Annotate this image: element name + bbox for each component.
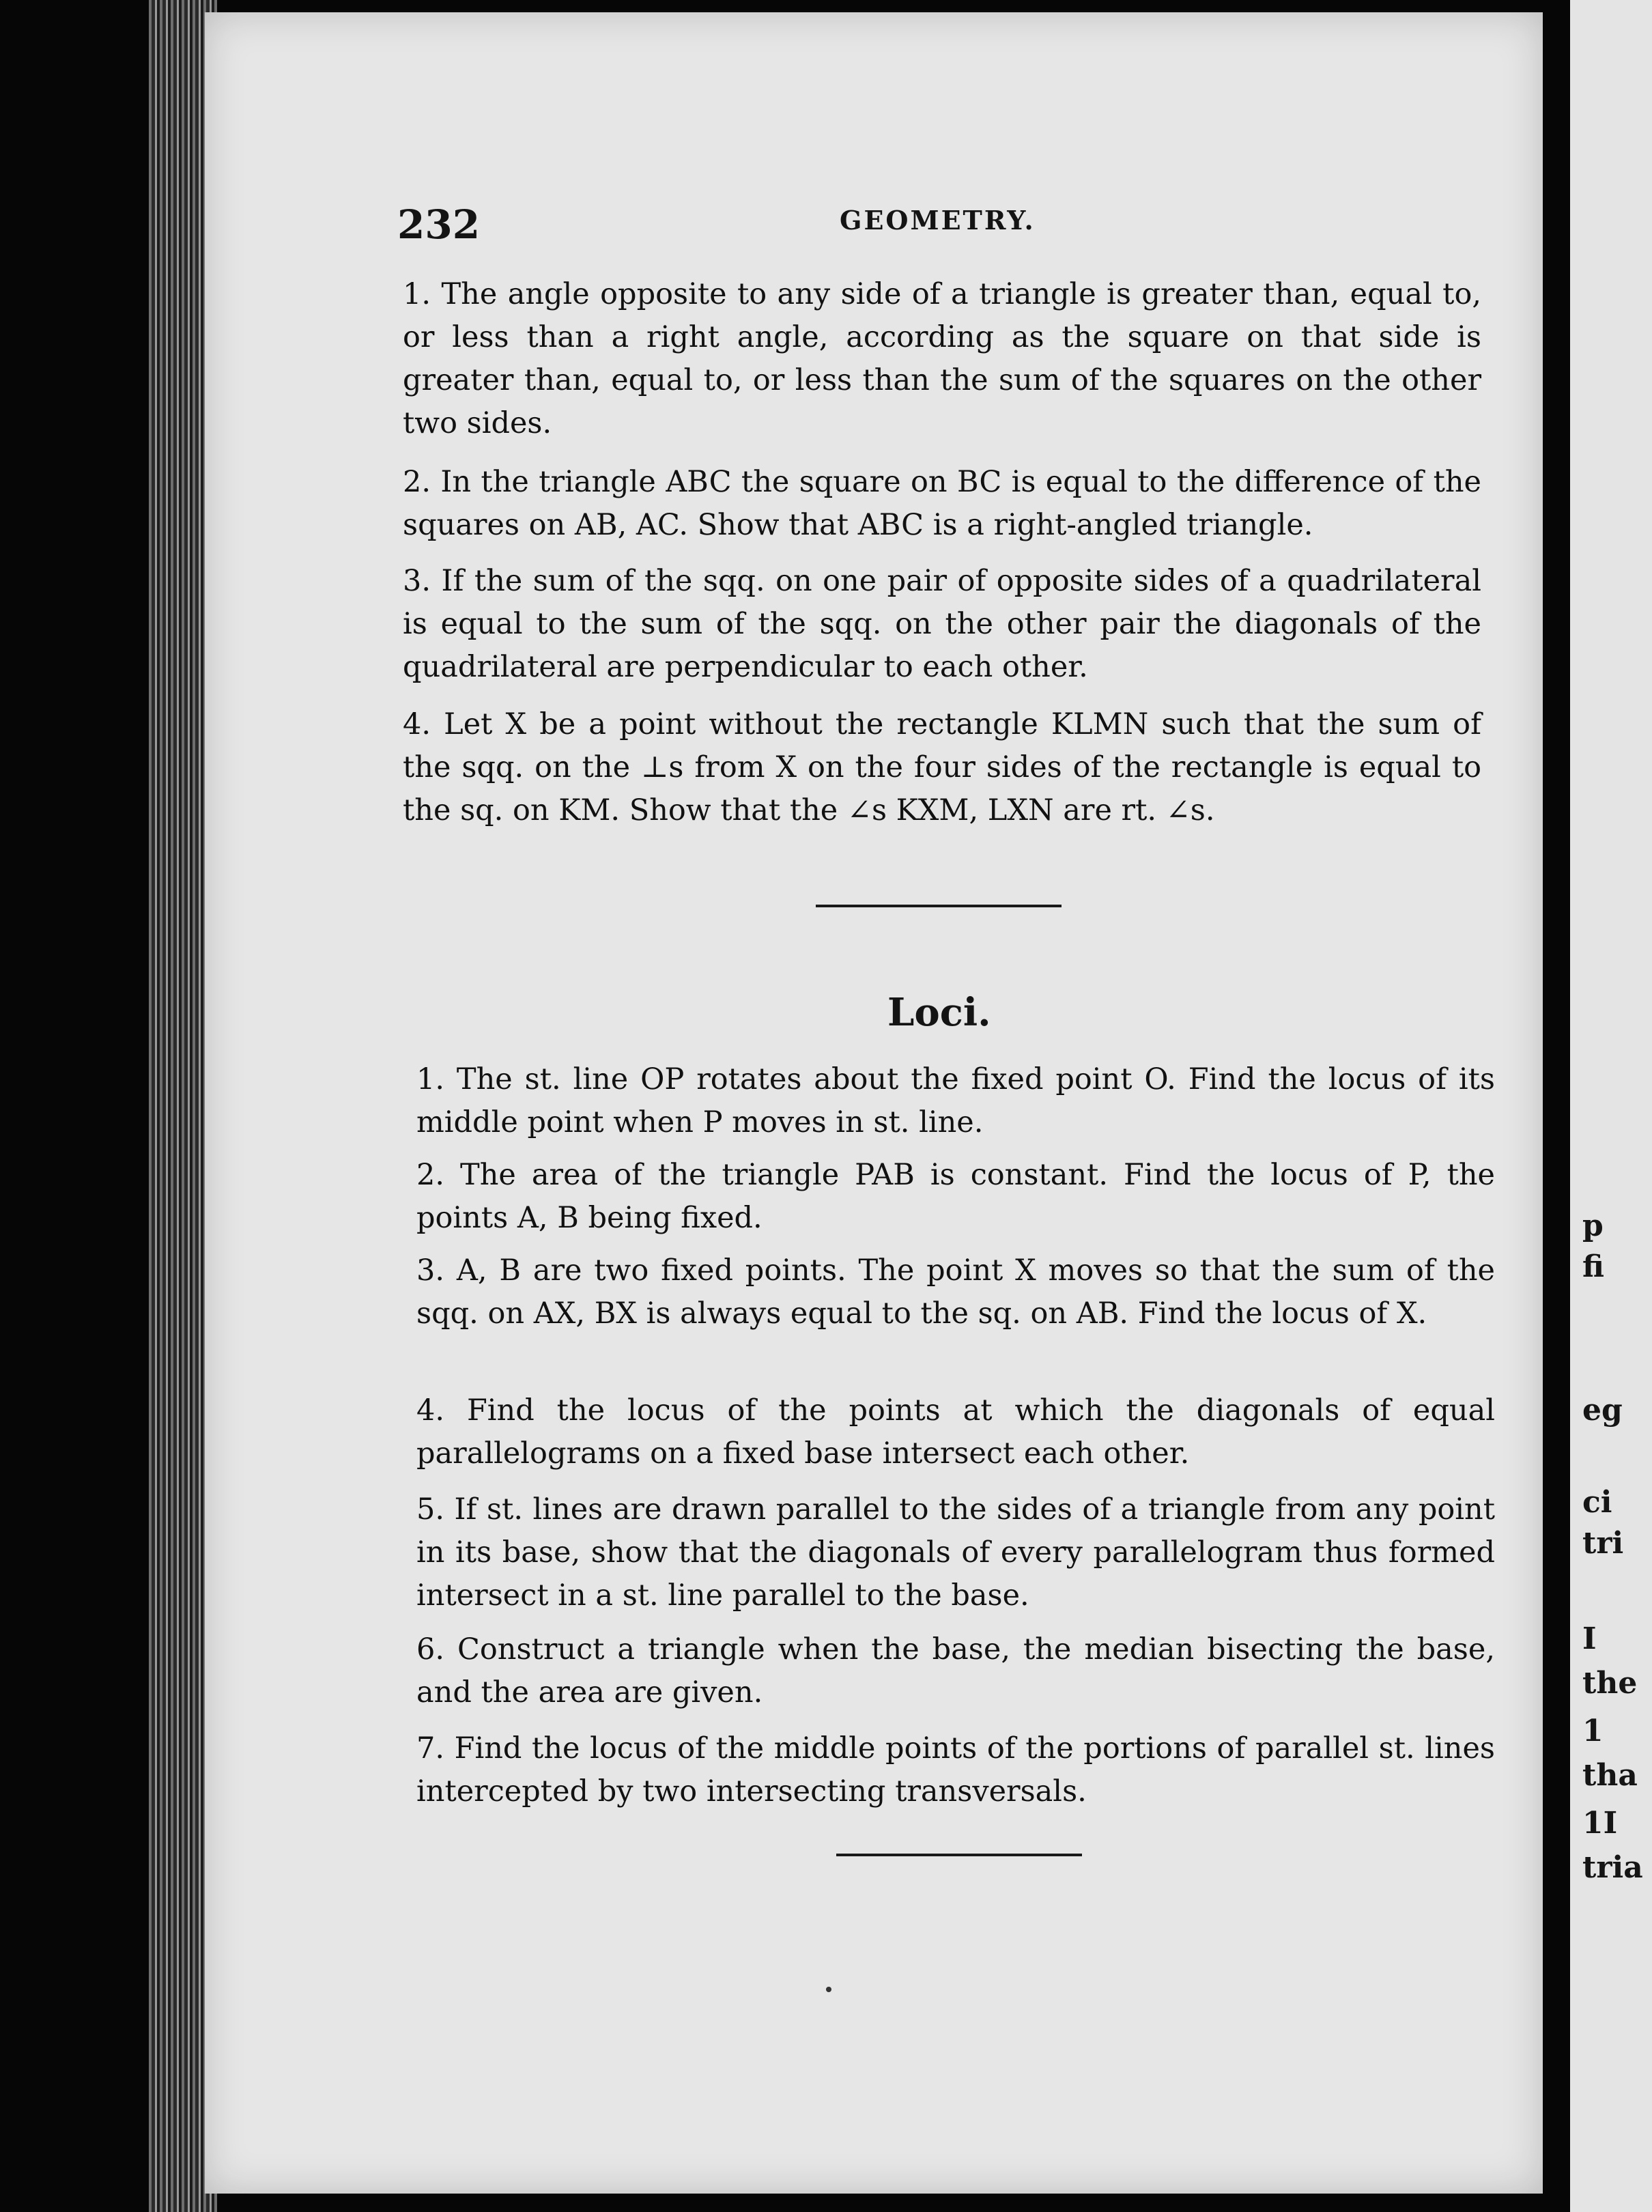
facing-fragment: fi xyxy=(1582,1249,1604,1284)
exercise-item: 2. The area of the triangle PAB is constant. Find the locus of P, the points A, B being fixed. xyxy=(416,1158,1495,1235)
facing-fragment: tria xyxy=(1582,1850,1643,1885)
exercise-item: 3. A, B are two fixed points. The point X moves so that the sum of the sqq. on AX, BX is always equal to the sq. on AB. Find the locus of X. xyxy=(416,1253,1495,1331)
facing-fragment: p xyxy=(1582,1208,1604,1243)
facing-fragment: tha xyxy=(1582,1758,1638,1793)
exercise-item: 1. The angle opposite to any side of a triangle is greater than, equal to, or less than a right angle, according as the square on that side is greater than, equal to, or less than the sum of the squares on the other two sides. xyxy=(403,277,1481,440)
exercise-item: 6. Construct a triangle when the base, the median bisecting the base, and the area are given. xyxy=(416,1632,1495,1710)
exercise-item: 2. In the triangle ABC the square on BC is equal to the difference of the squares on AB, AC. Show that ABC is a right-angled triangle. xyxy=(403,465,1481,542)
section-divider xyxy=(816,905,1062,907)
running-head: GEOMETRY. xyxy=(840,205,1036,236)
facing-fragment: I xyxy=(1582,1621,1597,1656)
facing-fragment: eg xyxy=(1582,1393,1623,1428)
exercise-item: 5. If st. lines are drawn parallel to the sides of a triangle from any point in its base, show that the diagonals of every parallelogram thus formed intersect in a st. line parallel to the base. xyxy=(416,1492,1495,1613)
facing-fragment: 1I xyxy=(1582,1806,1618,1841)
facing-page xyxy=(1570,0,1652,2212)
exercise-item: 7. Find the locus of the middle points of the portions of parallel st. lines intercepted by two intersecting transversals. xyxy=(416,1731,1495,1809)
facing-fragment: 1 xyxy=(1582,1714,1604,1748)
exercise-item: 4. Let X be a point without the rectangle KLMN such that the sum of the sqq. on the ⊥s from X on the four sides of the rectangle is equal to the sq. on KM. Show that the ∠s KXM, LXN are rt. ∠s. xyxy=(403,707,1481,827)
section-heading: Loci. xyxy=(887,990,991,1035)
section-divider xyxy=(836,1854,1082,1856)
ink-speck xyxy=(826,1987,831,1992)
facing-fragment: ci xyxy=(1582,1485,1612,1520)
facing-fragment: tri xyxy=(1582,1526,1624,1561)
page-number: 232 xyxy=(397,201,481,248)
exercise-item: 4. Find the locus of the points at which the diagonals of equal parallelograms on a fixed base intersect each other. xyxy=(416,1393,1495,1471)
facing-fragment: the xyxy=(1582,1666,1638,1701)
exercise-item: 1. The st. line OP rotates about the fixed point O. Find the locus of its middle point when P moves in st. line. xyxy=(416,1062,1495,1139)
exercise-item: 3. If the sum of the sqq. on one pair of opposite sides of a quadrilateral is equal to the sum of the sqq. on the other pair the diagonals of the quadrilateral are perpendicular to each other. xyxy=(403,564,1481,684)
